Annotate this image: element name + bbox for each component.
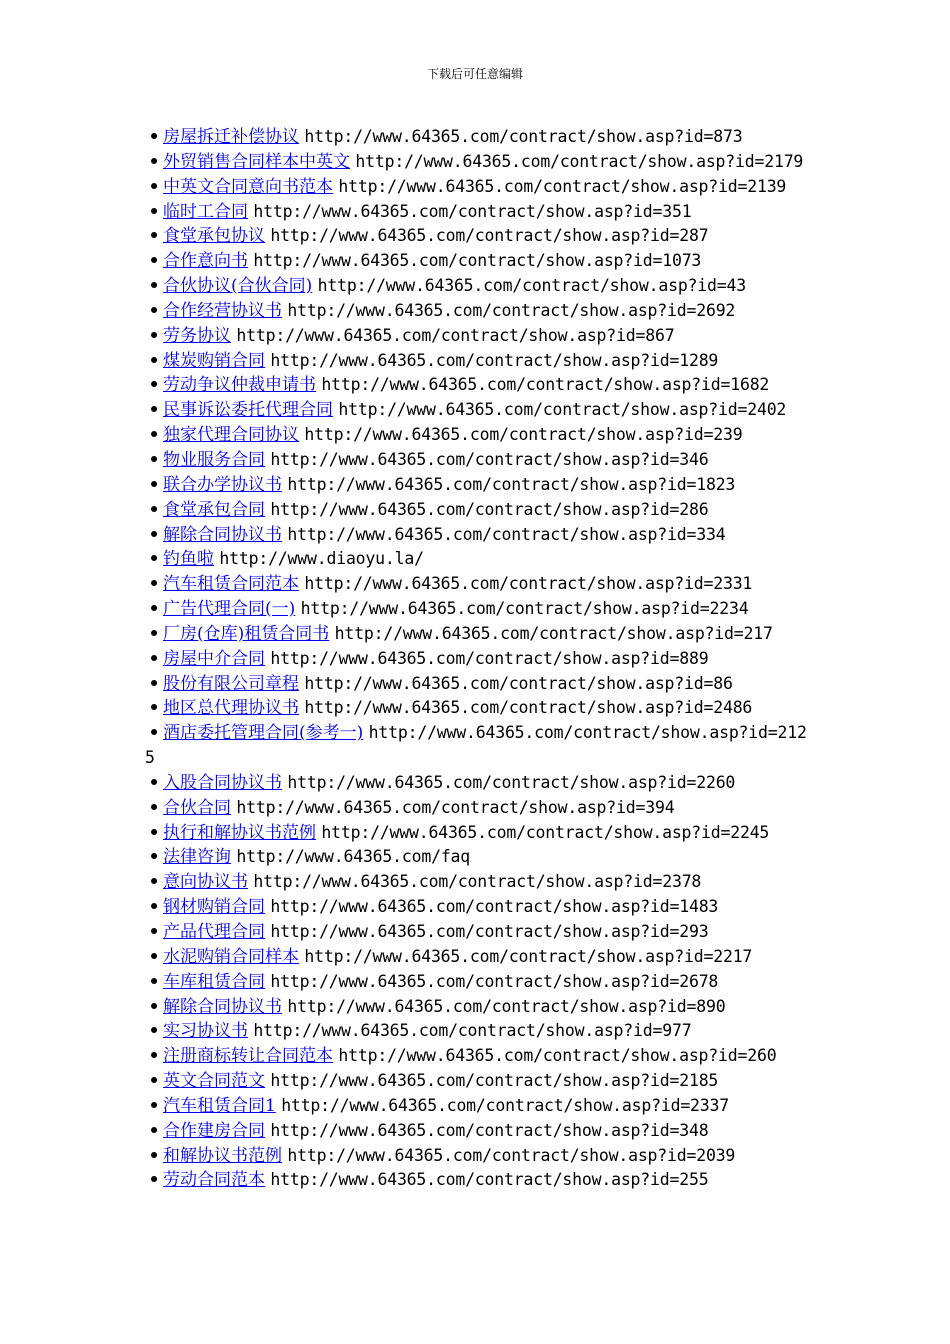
bullet-icon: • [148, 1021, 160, 1042]
list-item [145, 324, 815, 349]
bullet-icon: • [148, 698, 160, 719]
contract-url: http://www.64365.com/contract/show.asp?id=890 [287, 996, 726, 1016]
contract-url: http://www.64365.com/contract/show.asp?id=873 [304, 127, 743, 146]
contract-url: http://www.64365.com/contract/show.asp?id=2331 [304, 574, 753, 594]
contract-link[interactable]: 合作意向书 [163, 251, 248, 272]
list-item [145, 547, 815, 572]
bullet-icon: • [148, 673, 160, 694]
bullet-icon: • [148, 425, 160, 446]
contract-url: http://www.64365.com/contract/show.asp?id=2234 [300, 599, 749, 619]
bullet-icon: • [148, 474, 160, 495]
list-item [145, 498, 815, 523]
contract-link[interactable]: 劳务协议 [163, 325, 231, 346]
list-item [145, 845, 815, 870]
bullet-icon: • [148, 723, 160, 744]
list-item [145, 696, 815, 721]
list-item [145, 373, 815, 398]
list-item [145, 721, 815, 771]
contract-link[interactable]: 合作经营协议书 [163, 300, 282, 321]
bullet-icon: • [148, 623, 160, 644]
contract-link[interactable]: 合伙协议(合伙合同) [163, 276, 313, 297]
contract-link[interactable]: 食堂承包合同 [163, 499, 265, 520]
contract-url: http://www.64365.com/contract/show.asp?id=2678 [270, 971, 719, 991]
contract-url: http://www.64365.com/contract/show.asp?id=217 [334, 623, 773, 643]
contract-link[interactable]: 临时工合同 [163, 201, 248, 222]
contract-link[interactable]: 地区总代理协议书 [163, 698, 299, 719]
list-item [145, 647, 815, 672]
contract-url: http://www.64365.com/faq [236, 847, 471, 867]
bullet-icon: • [148, 797, 160, 818]
list-item [145, 150, 815, 175]
contract-url: http://www.64365.com/contract/show.asp?id=2125 [145, 723, 807, 768]
contract-link[interactable]: 房屋中介合同 [163, 648, 265, 669]
bullet-icon: • [148, 574, 160, 595]
contract-link[interactable]: 实习协议书 [163, 1021, 248, 1042]
contract-url: http://www.64365.com/contract/show.asp?id=2139 [338, 176, 787, 196]
contract-url: http://www.64365.com/contract/show.asp?id=293 [270, 922, 709, 941]
bullet-icon: • [148, 599, 160, 620]
contract-url: http://www.64365.com/contract/show.asp?id=1682 [321, 375, 770, 395]
contract-link[interactable]: 合伙合同 [163, 797, 231, 818]
contract-url: http://www.64365.com/contract/show.asp?id=2402 [338, 400, 787, 420]
contract-link[interactable]: 物业服务合同 [163, 449, 265, 470]
contract-link[interactable]: 汽车租赁合同1 [163, 1095, 276, 1116]
list-item [145, 597, 815, 622]
bullet-icon: • [148, 822, 160, 843]
list-item [145, 224, 815, 249]
list-item [145, 274, 815, 299]
bullet-icon: • [148, 524, 160, 545]
contract-url: http://www.64365.com/contract/show.asp?id=977 [253, 1021, 692, 1041]
list-item [145, 473, 815, 498]
list-item [145, 945, 815, 970]
contract-url: http://www.64365.com/contract/show.asp?id=2260 [287, 772, 736, 792]
page-header: 下载后可任意编辑 [426, 67, 523, 81]
list-item [145, 398, 815, 423]
bullet-icon: • [148, 1071, 160, 1092]
contract-url: http://www.64365.com/contract/show.asp?id=1483 [270, 897, 719, 917]
contract-url: http://www.64365.com/contract/show.asp?id=43 [317, 276, 746, 296]
bullet-icon: • [148, 922, 160, 942]
contract-link[interactable]: 民事诉讼委托代理合同 [163, 400, 333, 421]
contract-url: http://www.64365.com/contract/show.asp?id=2039 [287, 1145, 736, 1165]
contract-link[interactable]: 厂房(仓库)租赁合同书 [163, 623, 330, 644]
contract-url: http://www.64365.com/contract/show.asp?id=86 [304, 673, 733, 693]
contract-link[interactable]: 车库租赁合同 [163, 971, 265, 992]
bullet-icon: • [148, 872, 160, 893]
bullet-icon: • [148, 499, 160, 520]
bullet-icon: • [148, 847, 160, 868]
contract-link[interactable]: 和解协议书范例 [163, 1145, 282, 1166]
list-item [145, 299, 815, 324]
contract-link[interactable]: 钓鱼啦 [163, 549, 214, 570]
contract-url: http://www.64365.com/contract/show.asp?id=867 [236, 325, 675, 345]
contract-link[interactable]: 酒店委托管理合同(参考一) [163, 723, 364, 744]
bullet-icon: • [148, 946, 160, 967]
contract-link[interactable]: 执行和解协议书范例 [163, 822, 316, 843]
contract-url: http://www.64365.com/contract/show.asp?id=889 [270, 648, 709, 668]
bullet-icon: • [148, 897, 160, 918]
list-item [145, 672, 815, 697]
contract-link[interactable]: 英文合同范文 [163, 1071, 265, 1092]
bullet-icon: • [148, 1095, 160, 1116]
contract-link[interactable]: 煤炭购销合同 [163, 350, 265, 371]
list-item [145, 995, 815, 1020]
contract-link[interactable]: 注册商标转让合同范本 [163, 1046, 333, 1067]
list-item [145, 970, 815, 995]
list-item [145, 572, 815, 597]
bullet-icon: • [148, 1145, 160, 1166]
list-item [145, 1069, 815, 1094]
list-item [145, 448, 815, 473]
bullet-icon: • [148, 375, 160, 396]
contract-url: http://www.64365.com/contract/show.asp?id=2692 [287, 300, 736, 320]
contract-link[interactable]: 房屋拆迁补偿协议 [163, 127, 299, 147]
bullet-icon: • [148, 176, 160, 197]
contract-url: http://www.64365.com/contract/show.asp?id=2185 [270, 1071, 719, 1091]
contract-link[interactable]: 钢材购销合同 [163, 897, 265, 918]
contract-url: http://www.64365.com/contract/show.asp?id=2337 [281, 1095, 729, 1115]
contract-url: http://www.64365.com/contract/show.asp?id=348 [270, 1120, 709, 1140]
contract-url: http://www.64365.com/contract/show.asp?id=346 [270, 449, 709, 469]
list-item [145, 1019, 815, 1044]
bullet-icon: • [148, 325, 160, 346]
contract-link[interactable]: 法律咨询 [163, 847, 231, 868]
contract-link[interactable]: 水泥购销合同样本 [163, 946, 299, 967]
contract-url: http://www.64365.com/contract/show.asp?id=394 [236, 797, 675, 817]
bullet-icon: • [148, 1120, 160, 1141]
bullet-icon: • [148, 1170, 160, 1191]
bullet-icon: • [148, 276, 160, 297]
contract-url: http://www.64365.com/contract/show.asp?id=2217 [304, 946, 753, 966]
contract-url: http://www.64365.com/contract/show.asp?id=334 [287, 524, 726, 544]
bullet-icon: • [148, 226, 160, 247]
bullet-icon: • [148, 772, 160, 793]
contract-link[interactable]: 股份有限公司章程 [163, 673, 299, 694]
bullet-icon: • [148, 1046, 160, 1067]
bullet-icon: • [148, 300, 160, 321]
contract-url: http://www.64365.com/contract/show.asp?id=351 [253, 201, 692, 221]
list-item [145, 523, 815, 548]
list-item [145, 1119, 815, 1144]
bullet-icon: • [148, 151, 160, 172]
contract-link[interactable]: 外贸销售合同样本中英文 [163, 151, 350, 172]
contract-link[interactable]: 解除合同协议书 [163, 996, 282, 1017]
bullet-icon: • [148, 350, 160, 371]
bullet-icon: • [148, 400, 160, 421]
contract-url: http://www.diaoyu.la/ [219, 549, 424, 569]
list-item [145, 796, 815, 821]
bullet-icon: • [148, 648, 160, 669]
list-item [145, 1144, 815, 1169]
contract-link[interactable]: 意向协议书 [163, 872, 248, 893]
contract-url: http://www.64365.com/contract/show.asp?id=1073 [253, 251, 702, 271]
list-item [145, 200, 815, 225]
contract-link[interactable]: 入股合同协议书 [163, 772, 282, 793]
contract-url: http://www.64365.com/contract/show.asp?id=1289 [270, 350, 719, 370]
bullet-icon: • [148, 449, 160, 470]
contract-link[interactable]: 劳动争议仲裁申请书 [163, 375, 316, 396]
contract-url: http://www.64365.com/contract/show.asp?id=1823 [287, 474, 736, 494]
bullet-icon: • [148, 201, 160, 222]
bullet-icon: • [148, 251, 160, 272]
bullet-icon: • [148, 549, 160, 570]
contract-link[interactable]: 产品代理合同 [163, 922, 265, 942]
contract-url: http://www.64365.com/contract/show.asp?id=260 [338, 1046, 777, 1066]
list-item [145, 423, 815, 448]
contract-link[interactable]: 解除合同协议书 [163, 524, 282, 545]
contract-link[interactable]: 中英文合同意向书范本 [163, 176, 333, 197]
contract-link[interactable]: 联合办学协议书 [163, 474, 282, 495]
list-item [145, 1044, 815, 1069]
contract-url: http://www.64365.com/contract/show.asp?id=287 [270, 226, 709, 246]
list-item [145, 870, 815, 895]
bullet-icon: • [148, 971, 160, 992]
contract-link[interactable]: 食堂承包协议 [163, 226, 265, 247]
list-item [145, 821, 815, 846]
contract-url: http://www.64365.com/contract/show.asp?id=2245 [321, 822, 770, 842]
list-item [145, 125, 815, 150]
list-item [145, 349, 815, 374]
list-item [145, 249, 815, 274]
contract-link-list [145, 125, 815, 1193]
contract-link[interactable]: 合作建房合同 [163, 1120, 265, 1141]
contract-url: http://www.64365.com/contract/show.asp?id=286 [270, 499, 709, 519]
contract-url: http://www.64365.com/contract/show.asp?id=2378 [253, 872, 702, 892]
contract-link[interactable]: 独家代理合同协议 [163, 425, 299, 446]
contract-url: http://www.64365.com/contract/show.asp?id=239 [304, 425, 743, 445]
list-item [145, 175, 815, 200]
bullet-icon: • [148, 996, 160, 1017]
contract-link[interactable]: 劳动合同范本 [163, 1170, 265, 1191]
contract-url: http://www.64365.com/contract/show.asp?id=255 [270, 1170, 709, 1190]
contract-url: http://www.64365.com/contract/show.asp?id=2179 [355, 151, 804, 171]
bullet-icon: • [148, 127, 160, 147]
list-item [145, 771, 815, 796]
list-item [145, 622, 815, 647]
list-item [145, 895, 815, 920]
contract-link[interactable]: 汽车租赁合同范本 [163, 574, 299, 595]
list-item [145, 1094, 815, 1119]
list-item [145, 1168, 815, 1193]
contract-link[interactable]: 广告代理合同(一) [163, 599, 296, 620]
list-item [145, 920, 815, 945]
contract-url: http://www.64365.com/contract/show.asp?id=2486 [304, 698, 753, 718]
